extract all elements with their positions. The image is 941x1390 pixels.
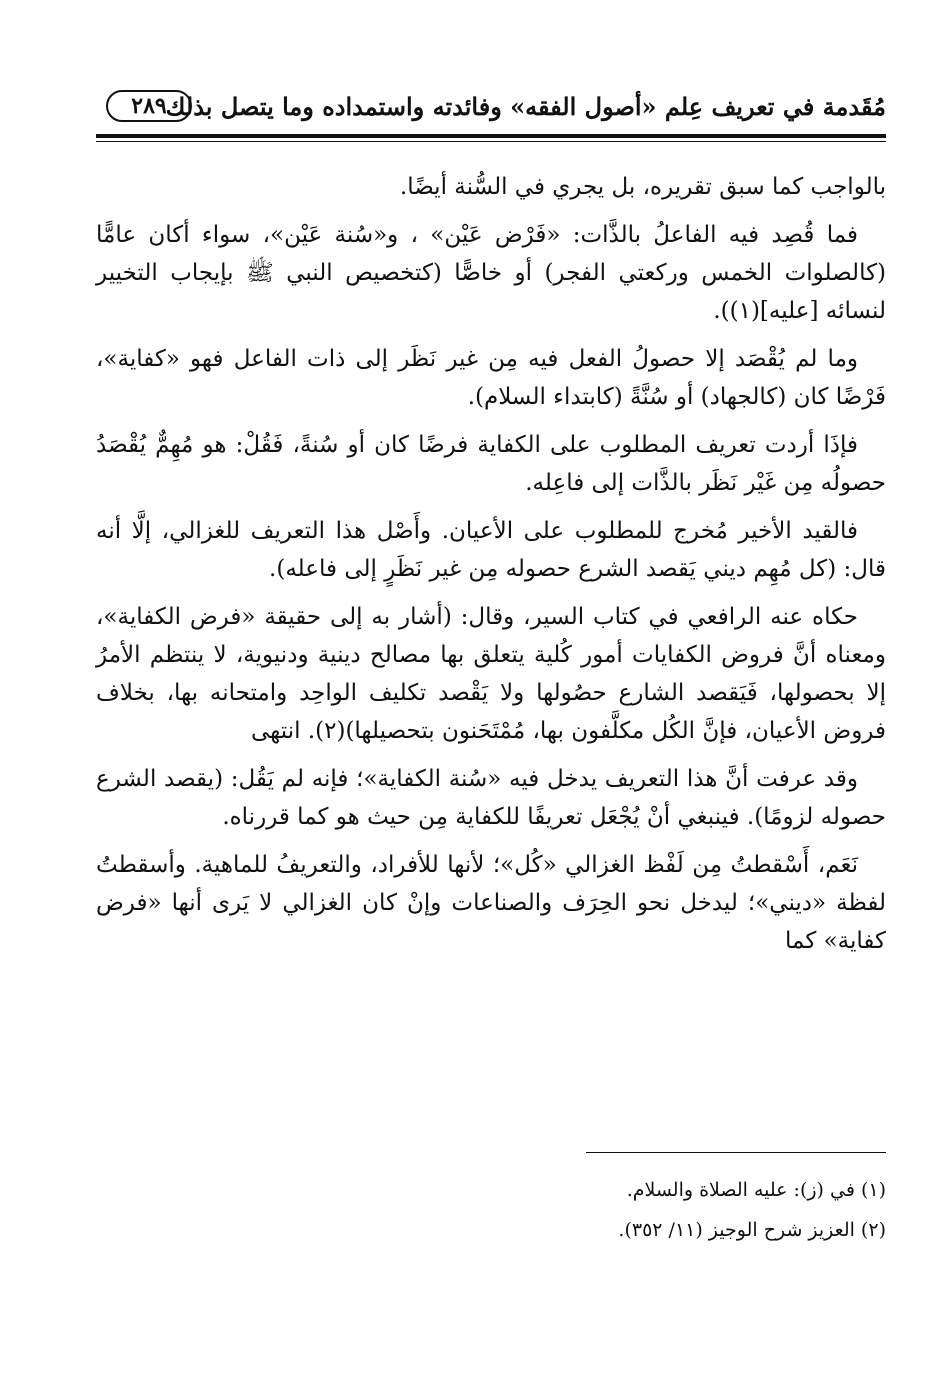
footnote: (٢) العزيز شرح الوجيز (١١/ ٣٥٢). <box>618 1219 886 1241</box>
footnotes <box>96 1172 886 1252</box>
chapter-title: مُقَدمة في تعريف عِلم «أصول الفقه» وفائدته واستمداده وما يتصل بذلك <box>165 92 886 121</box>
paragraph: فالقيد الأخير مُخرج للمطلوب على الأعيان. وأَصْل هذا التعريف للغزالي، إلَّا أنه قال: (كل مُهِم ديني يَقصد الشرع حصوله مِن غير نَظَرٍ إلى فاعله). <box>96 518 886 582</box>
header-rule-thick <box>96 134 886 138</box>
header-rule-thin <box>96 141 886 142</box>
paragraph: فإذَا أردت تعريف المطلوب على الكفاية فرضًا كان أو سُنةً، فَقُلْ: هو مُهِمٌّ يُقْصَدُ حصولُه مِن غَيْر نَظَر بالذَّات إلى فاعِله. <box>96 432 886 496</box>
main-text <box>96 168 886 970</box>
paragraph: وما لم يُقْصَد إلا حصولُ الفعل فيه مِن غير نَظَر إلى ذات الفاعل فهو «كفاية»، فَرْضًا كان (كالجهاد) أو سُنَّةً (كابتداء السلام). <box>96 346 886 410</box>
paragraph: حكاه عنه الرافعي في كتاب السير، وقال: (أشار به إلى حقيقة «فرض الكفاية»، ومعناه أنَّ فروض الكفايات أمور كُلية يتعلق بها مصالح دينية ودنيوية، لا ينتظم الأمرُ إلا بحصولها، فَيَقصد الشارع حصُولها ولا يَقْصد تكليف الواحِد وامتحانه بها، بخلاف فروض الأعيان، فإنَّ الكُل مكلَّفون بها، مُمْتَحَنون بتحصيلها)(٢). انتهى <box>96 604 886 744</box>
footnote: (١) في (ز): عليه الصلاة والسلام. <box>626 1179 886 1201</box>
footnote-separator <box>586 1152 886 1153</box>
paragraph: وقد عرفت أنَّ هذا التعريف يدخل فيه «سُنة الكفاية»؛ فإنه لم يَقُل: (يقصد الشرع حصوله لزومًا). فينبغي أنْ يُجْعَل تعريفًا للكفاية مِن حيث هو كما قررناه. <box>96 766 886 830</box>
page-number-badge: ٢٨٩ <box>106 90 192 122</box>
paragraph: نَعَم، أَسْقطتُ مِن لَفْظ الغزالي «كُل»؛ لأنها للأفراد، والتعريفُ للماهية. وأسقطتُ لفظة «ديني»؛ ليدخل نحو الحِرَف والصناعات وإنْ كان الغزالي لا يَرى أنها «فرض كفاية» كما <box>96 852 886 954</box>
running-header <box>96 86 886 132</box>
paragraph: فما قُصِد فيه الفاعلُ بالذَّات: «فَرْض عَيْن» ، و«سُنة عَيْن»، سواء أكان عامًّا (كالصلوات الخمس وركعتي الفجر) أو خاصًّا (كتخصيص النبي ﷺ بإيجاب التخيير لنسائه [عليه](١)). <box>96 222 886 324</box>
paragraph: بالواجب كما سبق تقريره، بل يجري في السُّنة أيضًا. <box>399 174 886 200</box>
